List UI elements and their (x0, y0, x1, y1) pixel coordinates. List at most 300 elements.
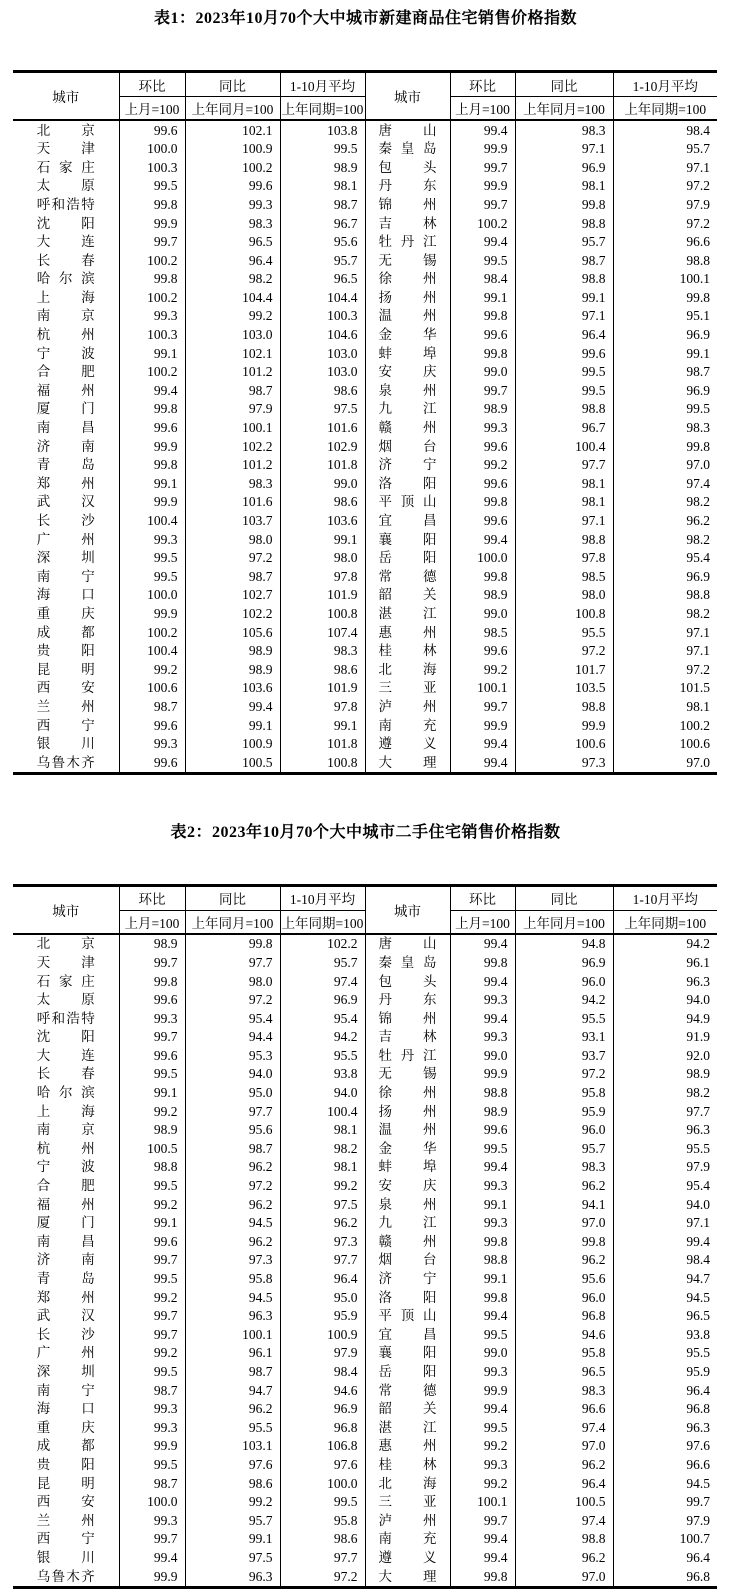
index-value-cell: 99.6 (450, 1121, 515, 1140)
city-cell (365, 623, 450, 642)
city-cell (13, 140, 119, 159)
index-value-cell: 94.0 (280, 1084, 365, 1103)
city-cell (13, 381, 119, 400)
table-row (13, 934, 717, 954)
city-name: 沈阳 (36, 215, 95, 231)
index-value-cell: 100.8 (515, 604, 613, 623)
index-value-cell: 99.3 (450, 1214, 515, 1233)
index-value-cell: 97.9 (613, 1158, 717, 1177)
index-value-cell: 99.6 (450, 326, 515, 345)
index-value-cell: 99.9 (119, 1437, 185, 1456)
city-name: 安庆 (378, 1178, 437, 1194)
index-value-cell: 98.2 (613, 530, 717, 549)
table-header (13, 72, 717, 121)
table-row (13, 400, 717, 419)
city-cell (365, 195, 450, 214)
city-cell (13, 1214, 119, 1233)
col-header-yoy: 同比 (515, 72, 613, 97)
index-value-cell: 97.0 (515, 1567, 613, 1587)
city-cell (13, 1177, 119, 1196)
index-value-cell: 96.0 (515, 972, 613, 991)
index-value-cell: 96.8 (515, 1307, 613, 1326)
table-row (13, 1177, 717, 1196)
city-cell (365, 716, 450, 735)
city-name: 武汉 (36, 1308, 95, 1324)
index-value-cell: 93.8 (613, 1325, 717, 1344)
index-value-cell: 99.0 (450, 363, 515, 382)
city-name: 韶关 (378, 587, 437, 603)
index-value-cell: 99.9 (119, 437, 185, 456)
table-row (13, 1511, 717, 1530)
index-value-cell: 104.4 (185, 288, 280, 307)
city-name: 唐山 (378, 936, 437, 952)
index-value-cell: 96.2 (280, 1214, 365, 1233)
index-value-cell: 96.5 (613, 1307, 717, 1326)
city-name: 遵义 (378, 736, 437, 752)
index-value-cell: 100.4 (280, 1102, 365, 1121)
index-value-cell: 97.1 (515, 307, 613, 326)
table-row (13, 1418, 717, 1437)
index-value-cell: 98.7 (185, 381, 280, 400)
index-value-cell: 97.2 (280, 1567, 365, 1587)
city-cell (365, 158, 450, 177)
index-value-cell: 99.9 (119, 604, 185, 623)
index-value-cell: 99.9 (119, 214, 185, 233)
city-name: 徐州 (378, 271, 437, 287)
table-row (13, 1362, 717, 1381)
table-row (13, 120, 717, 140)
city-cell (13, 1437, 119, 1456)
col-header-mom: 环比 (119, 72, 185, 97)
index-value-cell: 96.4 (613, 1381, 717, 1400)
index-value-cell: 100.2 (119, 288, 185, 307)
city-cell (365, 307, 450, 326)
index-value-cell: 99.4 (450, 1548, 515, 1567)
index-value-cell: 102.1 (185, 120, 280, 140)
index-value-cell: 98.9 (613, 1065, 717, 1084)
index-value-cell: 94.5 (185, 1214, 280, 1233)
index-value-cell: 98.7 (280, 195, 365, 214)
city-name: 南昌 (36, 420, 95, 436)
index-value-cell: 92.0 (613, 1046, 717, 1065)
city-name: 泸州 (378, 698, 437, 714)
city-cell (13, 1344, 119, 1363)
index-value-cell: 97.0 (515, 1214, 613, 1233)
index-value-cell: 98.6 (280, 493, 365, 512)
index-value-cell: 98.4 (613, 120, 717, 140)
index-value-cell: 99.8 (515, 1232, 613, 1251)
col-subheader-yoy-base: 上年同月=100 (515, 97, 613, 121)
city-name: 锦州 (378, 196, 437, 212)
index-value-cell: 103.5 (515, 679, 613, 698)
city-name: 南宁 (36, 1382, 95, 1398)
index-value-cell: 100.1 (185, 419, 280, 438)
city-name: 南宁 (36, 568, 95, 584)
index-value-cell: 100.4 (515, 437, 613, 456)
index-value-cell: 100.2 (119, 363, 185, 382)
index-value-cell: 94.2 (280, 1028, 365, 1047)
city-name: 海口 (36, 587, 95, 603)
index-value-cell: 98.8 (450, 1084, 515, 1103)
table-row (13, 1530, 717, 1549)
city-name: 徐州 (378, 1085, 437, 1101)
index-value-cell: 103.0 (185, 326, 280, 345)
index-value-cell: 100.6 (119, 679, 185, 698)
city-cell (13, 1028, 119, 1047)
city-name: 武汉 (36, 494, 95, 510)
index-value-cell: 99.1 (185, 716, 280, 735)
table-row (13, 381, 717, 400)
index-value-cell: 99.5 (119, 1362, 185, 1381)
index-value-cell: 98.2 (185, 270, 280, 289)
col-subheader-avg-base: 上年同期=100 (613, 910, 717, 934)
table-row (13, 586, 717, 605)
city-cell (13, 1102, 119, 1121)
table-row (13, 474, 717, 493)
city-name: 西安 (36, 1494, 95, 1510)
city-cell (13, 1009, 119, 1028)
index-value-cell: 95.8 (185, 1269, 280, 1288)
index-value-cell: 97.9 (185, 400, 280, 419)
city-name: 海口 (36, 1401, 95, 1417)
index-value-cell: 98.8 (119, 1158, 185, 1177)
index-value-cell: 99.2 (119, 1344, 185, 1363)
city-cell (13, 1195, 119, 1214)
table-row (13, 326, 717, 345)
city-cell (13, 158, 119, 177)
city-name: 温州 (378, 1122, 437, 1138)
index-value-cell: 96.3 (613, 1418, 717, 1437)
index-value-cell: 96.9 (515, 158, 613, 177)
index-value-cell: 100.2 (185, 158, 280, 177)
second-hand-price-table (13, 884, 717, 1589)
city-cell (365, 1400, 450, 1419)
index-value-cell: 98.8 (450, 1251, 515, 1270)
col-subheader-mom-base: 上月=100 (119, 97, 185, 121)
city-cell (13, 1269, 119, 1288)
city-name: 惠州 (378, 1438, 437, 1454)
city-cell (13, 1065, 119, 1084)
index-value-cell: 99.6 (119, 716, 185, 735)
city-name: 宜昌 (378, 513, 437, 529)
new-homes-price-table (13, 70, 717, 775)
city-name: 岳阳 (378, 550, 437, 566)
table-row (13, 195, 717, 214)
index-value-cell: 99.1 (280, 716, 365, 735)
city-cell (13, 456, 119, 475)
city-cell (13, 363, 119, 382)
index-value-cell: 96.9 (280, 991, 365, 1010)
col-header-mom: 环比 (450, 885, 515, 910)
index-value-cell: 97.4 (515, 1418, 613, 1437)
city-name: 福州 (36, 1196, 95, 1212)
index-value-cell: 97.5 (280, 400, 365, 419)
index-value-cell: 95.5 (185, 1418, 280, 1437)
col-header-city: 城市 (365, 72, 450, 121)
city-cell (13, 214, 119, 233)
city-cell (13, 530, 119, 549)
city-cell (365, 400, 450, 419)
index-value-cell: 98.6 (280, 660, 365, 679)
index-value-cell: 101.6 (280, 419, 365, 438)
index-value-cell: 99.4 (450, 1530, 515, 1549)
index-value-cell: 99.5 (450, 1139, 515, 1158)
city-cell (13, 567, 119, 586)
index-value-cell: 95.7 (515, 1139, 613, 1158)
index-value-cell: 96.8 (613, 1400, 717, 1419)
table-row (13, 437, 717, 456)
city-name: 昆明 (36, 1475, 95, 1491)
city-name: 石家庄 (36, 159, 95, 175)
table-row (13, 991, 717, 1010)
city-cell (365, 604, 450, 623)
index-value-cell: 100.1 (613, 270, 717, 289)
index-value-cell: 99.5 (119, 567, 185, 586)
index-value-cell: 100.3 (280, 307, 365, 326)
index-value-cell: 100.6 (613, 735, 717, 754)
city-cell (365, 1139, 450, 1158)
index-value-cell: 99.3 (450, 1028, 515, 1047)
city-name: 济宁 (378, 1271, 437, 1287)
index-value-cell: 97.7 (280, 1548, 365, 1567)
city-cell (13, 270, 119, 289)
city-cell (365, 1455, 450, 1474)
index-value-cell: 98.9 (119, 1121, 185, 1140)
index-value-cell: 99.7 (613, 1493, 717, 1512)
index-value-cell: 98.9 (450, 1102, 515, 1121)
city-name: 赣州 (378, 420, 437, 436)
index-value-cell: 98.8 (515, 1530, 613, 1549)
city-cell (13, 1381, 119, 1400)
index-value-cell: 98.0 (280, 549, 365, 568)
city-cell (13, 604, 119, 623)
index-value-cell: 98.6 (280, 381, 365, 400)
index-value-cell: 101.9 (280, 586, 365, 605)
index-value-cell: 96.5 (185, 233, 280, 252)
index-value-cell: 98.3 (515, 1381, 613, 1400)
table-row (13, 1548, 717, 1567)
index-value-cell: 99.1 (119, 474, 185, 493)
index-value-cell: 96.3 (613, 972, 717, 991)
city-cell (365, 214, 450, 233)
index-value-cell: 99.3 (119, 1400, 185, 1419)
index-value-cell: 98.4 (613, 1251, 717, 1270)
table-row (13, 1158, 717, 1177)
index-value-cell: 96.2 (185, 1158, 280, 1177)
index-value-cell: 99.3 (119, 530, 185, 549)
table-row (13, 1344, 717, 1363)
index-value-cell: 99.4 (613, 1232, 717, 1251)
city-name: 九江 (378, 1215, 437, 1231)
index-value-cell: 97.7 (613, 1102, 717, 1121)
index-value-cell: 103.6 (185, 679, 280, 698)
city-name: 包头 (378, 159, 437, 175)
index-value-cell: 101.6 (185, 493, 280, 512)
col-subheader-mom-base: 上月=100 (450, 97, 515, 121)
city-cell (365, 753, 450, 773)
index-value-cell: 99.6 (450, 437, 515, 456)
index-value-cell: 93.8 (280, 1065, 365, 1084)
index-value-cell: 97.5 (185, 1548, 280, 1567)
index-value-cell: 99.5 (119, 1455, 185, 1474)
index-value-cell: 99.7 (119, 233, 185, 252)
index-value-cell: 99.6 (119, 1232, 185, 1251)
index-value-cell: 95.7 (613, 140, 717, 159)
index-value-cell: 106.8 (280, 1437, 365, 1456)
city-cell (365, 1195, 450, 1214)
index-value-cell: 98.9 (450, 586, 515, 605)
table-row (13, 1121, 717, 1140)
city-cell (13, 953, 119, 972)
col-header-city: 城市 (13, 885, 119, 934)
index-value-cell: 99.5 (119, 177, 185, 196)
index-value-cell: 99.2 (450, 456, 515, 475)
city-cell (13, 419, 119, 438)
table-row (13, 251, 717, 270)
city-cell (13, 934, 119, 954)
index-value-cell: 100.5 (185, 753, 280, 773)
index-value-cell: 99.8 (450, 953, 515, 972)
index-value-cell: 98.7 (185, 1139, 280, 1158)
index-value-cell: 97.2 (185, 1177, 280, 1196)
index-value-cell: 99.6 (119, 120, 185, 140)
city-name: 济南 (36, 438, 95, 454)
index-value-cell: 100.4 (119, 511, 185, 530)
col-header-yoy: 同比 (515, 885, 613, 910)
index-value-cell: 98.2 (613, 1084, 717, 1103)
index-value-cell: 99.4 (450, 1307, 515, 1326)
index-value-cell: 98.7 (119, 1474, 185, 1493)
index-value-cell: 99.3 (450, 1455, 515, 1474)
table-row (13, 288, 717, 307)
index-value-cell: 95.7 (280, 251, 365, 270)
col-header-city: 城市 (13, 72, 119, 121)
city-name: 长沙 (36, 1326, 95, 1342)
index-value-cell: 98.1 (280, 1121, 365, 1140)
table-row (13, 697, 717, 716)
index-value-cell: 101.8 (280, 456, 365, 475)
index-value-cell: 101.9 (280, 679, 365, 698)
city-name: 哈尔滨 (36, 271, 95, 287)
index-value-cell: 99.4 (450, 1158, 515, 1177)
city-name: 南充 (378, 1531, 437, 1547)
index-value-cell: 97.7 (515, 456, 613, 475)
city-cell (13, 511, 119, 530)
table-row (13, 1307, 717, 1326)
city-name: 郑州 (36, 475, 95, 491)
index-value-cell: 99.9 (450, 716, 515, 735)
city-name: 北京 (36, 122, 95, 138)
city-name: 烟台 (378, 438, 437, 454)
index-value-cell: 98.8 (515, 697, 613, 716)
index-value-cell: 99.5 (280, 140, 365, 159)
city-name: 唐山 (378, 122, 437, 138)
index-value-cell: 98.8 (515, 400, 613, 419)
index-value-cell: 99.7 (450, 195, 515, 214)
city-cell (365, 437, 450, 456)
index-value-cell: 95.6 (280, 233, 365, 252)
table-row (13, 1009, 717, 1028)
city-name: 牡丹江 (378, 234, 437, 250)
city-cell (13, 716, 119, 735)
index-value-cell: 96.7 (515, 419, 613, 438)
city-name: 烟台 (378, 1252, 437, 1268)
index-value-cell: 99.6 (119, 753, 185, 773)
city-name: 兰州 (36, 1512, 95, 1528)
index-value-cell: 98.9 (119, 934, 185, 954)
index-value-cell: 99.0 (450, 1046, 515, 1065)
index-value-cell: 97.6 (185, 1455, 280, 1474)
city-name: 南京 (36, 308, 95, 324)
index-value-cell: 95.8 (280, 1511, 365, 1530)
index-value-cell: 97.8 (515, 549, 613, 568)
city-cell (13, 697, 119, 716)
table-row (13, 1214, 717, 1233)
index-value-cell: 96.4 (185, 251, 280, 270)
index-value-cell: 99.1 (119, 344, 185, 363)
section-new-homes (0, 0, 731, 775)
index-value-cell: 99.8 (450, 344, 515, 363)
col-header-avg: 1-10月平均 (613, 72, 717, 97)
city-name: 宁波 (36, 345, 95, 361)
index-value-cell: 97.9 (280, 1344, 365, 1363)
city-name: 三亚 (378, 680, 437, 696)
index-value-cell: 96.6 (613, 233, 717, 252)
index-value-cell: 99.1 (613, 344, 717, 363)
city-name: 济南 (36, 1252, 95, 1268)
city-name: 银川 (36, 736, 95, 752)
city-name: 上海 (36, 1103, 95, 1119)
index-value-cell: 99.9 (450, 1381, 515, 1400)
index-value-cell: 95.5 (515, 623, 613, 642)
index-value-cell: 99.2 (280, 1177, 365, 1196)
index-value-cell: 96.2 (515, 1177, 613, 1196)
city-cell (13, 177, 119, 196)
index-value-cell: 96.9 (613, 381, 717, 400)
index-value-cell: 100.2 (613, 716, 717, 735)
index-value-cell: 100.8 (280, 604, 365, 623)
city-name: 兰州 (36, 698, 95, 714)
index-value-cell: 99.2 (119, 660, 185, 679)
index-value-cell: 96.8 (613, 1567, 717, 1587)
index-value-cell: 97.1 (515, 511, 613, 530)
index-value-cell: 99.3 (119, 1511, 185, 1530)
city-name: 襄阳 (378, 531, 437, 547)
city-name: 桂林 (378, 643, 437, 659)
city-name: 泉州 (378, 382, 437, 398)
index-value-cell: 94.7 (613, 1269, 717, 1288)
index-value-cell: 97.2 (613, 177, 717, 196)
table-row (13, 1400, 717, 1419)
index-value-cell: 99.2 (185, 1493, 280, 1512)
index-value-cell: 99.5 (119, 1177, 185, 1196)
index-value-cell: 97.0 (515, 1437, 613, 1456)
index-value-cell: 104.6 (280, 326, 365, 345)
city-name: 成都 (36, 624, 95, 640)
index-value-cell: 93.1 (515, 1028, 613, 1047)
city-cell (13, 1158, 119, 1177)
city-cell (365, 140, 450, 159)
city-cell (365, 1307, 450, 1326)
table-row (13, 1288, 717, 1307)
city-cell (365, 934, 450, 954)
city-name: 南京 (36, 1122, 95, 1138)
index-value-cell: 100.0 (119, 586, 185, 605)
index-value-cell: 99.4 (450, 753, 515, 773)
city-name: 太原 (36, 178, 95, 194)
city-cell (13, 195, 119, 214)
index-value-cell: 97.4 (613, 474, 717, 493)
